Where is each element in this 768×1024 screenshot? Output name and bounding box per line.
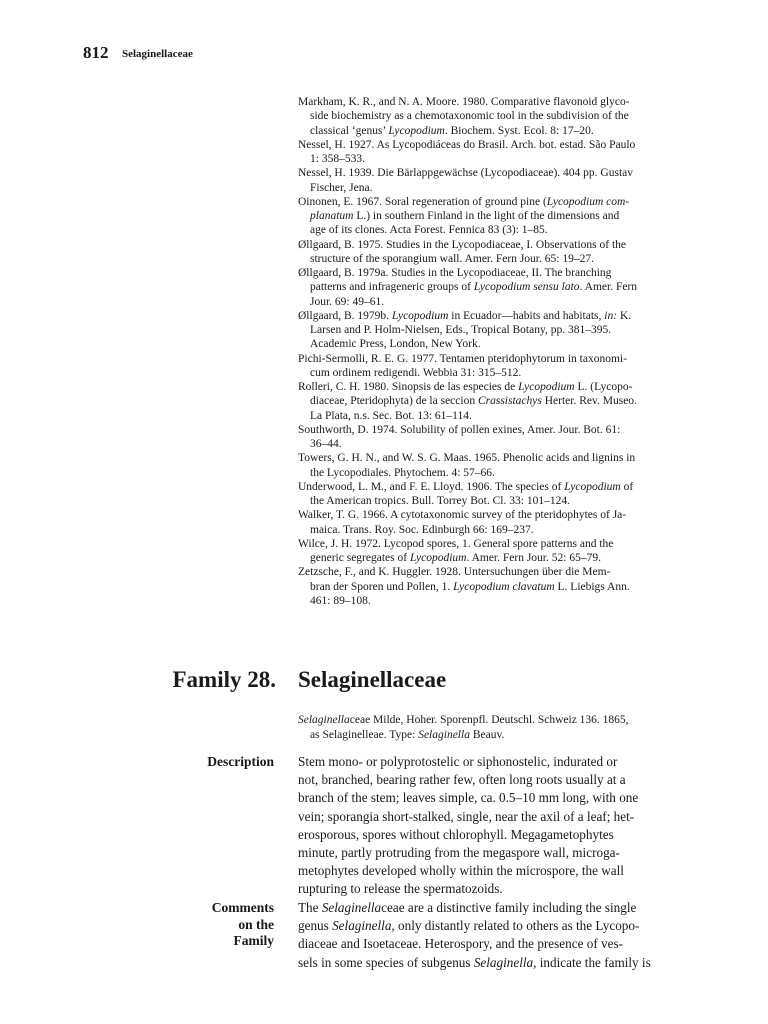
reference-line: Walker, T. G. 1966. A cytotaxonomic survey of the pteridophytes of Ja- [298,509,627,522]
reference-line: Zetzsche, F., and K. Huggler. 1928. Untersuchungen über die Mem- [298,566,611,579]
type-citation-line: as Selaginelleae. Type: Selaginella Beauv. [310,728,505,741]
reference-entry [298,508,674,537]
description-line: vein; sporangia short-stalked, single, near the axil of a leaf; het- [298,808,635,824]
reference-line: Øllgaard, B. 1979b. Lycopodium in Ecuador—habits and habitats, in: K. [298,309,632,322]
reference-line: Southworth, D. 1974. Solubility of pollen exines, Amer. Jour. Bot. 61: [298,423,621,436]
reference-entry [298,537,674,566]
reference-line: the American tropics. Bull. Torrey Bot. Cl. 33: 101–124. [310,495,570,507]
comments-label [150,900,274,950]
reference-line: Fischer, Jena. [310,181,373,194]
description-line: metophytes developed wholly within the microspore, the wall [298,863,624,879]
reference-entry [298,451,674,480]
description-line: rupturing to release the spermatozoids. [298,881,503,897]
reference-line: maica. Trans. Roy. Soc. Edinburgh 66: 169–237. [310,523,534,536]
description-line: Stem mono- or polyprotostelic or siphonostelic, indurated or [298,754,618,769]
description-line: erosporous, spores without chlorophyll. Megagametophytes [298,826,614,842]
reference-line: Rolleri, C. H. 1980. Sinopsis de las especies de Lycopodium L. (Lycopo- [298,381,633,393]
reference-line: Øllgaard, B. 1979a. Studies in the Lycopodiaceae, II. The branching [298,267,612,279]
comments-line: sels in some species of subgenus Selaginella, indicate the family is [298,954,651,970]
reference-line: cum ordinem redigendi. Webbia 31: 315–512. [310,366,522,379]
reference-line: planatum L.) in southern Finland in the light of the dimensions and [310,210,620,222]
reference-line: age of its clones. Acta Forest. Fennica 83 (3): 1–85. [310,224,548,237]
reference-entry [298,95,674,138]
reference-line: 36–44. [310,438,342,450]
reference-entry [298,266,674,309]
comments-label-line: Family [233,933,274,948]
reference-entry [298,423,674,452]
reference-line: Pichi-Sermolli, R. E. G. 1977. Tentamen pteridophytorum in taxonomi- [298,352,627,365]
reference-line: La Plata, n.s. Sec. Bot. 13: 61–114. [310,409,472,422]
reference-line: Jour. 69: 49–61. [310,295,385,308]
reference-line: 461: 89–108. [310,594,371,607]
reference-line: diaceae, Pteridophyta) de la seccion Crassistachys Herter. Rev. Museo. [310,395,637,408]
comments-label-line: Comments [211,900,274,915]
reference-entry [298,380,674,423]
comments-line: genus Selaginella, only distantly related to others as the Lycopo- [298,918,640,934]
comments-line: diaceae and Isoetaceae. Heterospory, and the presence of ves- [298,936,623,952]
running-head: Selaginellaceae [122,48,193,60]
reference-list [298,95,674,608]
reference-line: 1: 358–533. [310,153,365,165]
reference-line: Øllgaard, B. 1975. Studies in the Lycopodiaceae, I. Observations of the [298,238,626,251]
page-number: 812 [83,43,109,62]
description-line: branch of the stem; leaves simple, ca. 0.5–10 mm long, with one [298,790,639,806]
reference-line: Towers, G. H. N., and W. S. G. Maas. 1965. Phenolic acids and lignins in [298,452,636,465]
reference-line: classical ‘genus’ Lycopodium. Biochem. Syst. Ecol. 8: 17–20. [310,124,594,137]
reference-line: Wilce, J. H. 1972. Lycopod spores, 1. General spore patterns and the [298,537,614,550]
reference-line: generic segregates of Lycopodium. Amer. Fern Jour. 52: 65–79. [310,552,601,564]
reference-line: Nessel, H. 1939. Die Bärlappgewächse (Lycopodiaceae). 404 pp. Gustav [298,167,633,180]
reference-entry [298,195,674,238]
reference-entry [298,565,674,608]
reference-line: the Lycopodiales. Phytochem. 4: 57–66. [310,466,495,479]
reference-line: Markham, K. R., and N. A. Moore. 1980. Comparative flavonoid glyco- [298,96,630,108]
reference-entry [298,138,674,167]
reference-line: structure of the sporangium wall. Amer. Fern Jour. 65: 19–27. [310,252,594,265]
family-number-heading: Family 28. [172,667,276,692]
reference-entry [298,352,674,381]
reference-entry [298,166,674,195]
description-text [298,753,674,899]
reference-line: Oinonen, E. 1967. Soral regeneration of ground pine (Lycopodium com- [298,195,630,208]
comments-text [298,899,674,972]
reference-line: side biochemistry as a chemotaxonomic tool in the subdivision of the [310,110,629,123]
reference-line: Academic Press, London, New York. [310,338,481,351]
type-citation [298,713,674,742]
reference-line: bran der Sporen und Pollen, 1. Lycopodium clavatum L. Liebigs Ann. [310,580,630,593]
description-label: Description [207,754,274,769]
reference-entry [298,238,674,267]
description-line: not, branched, bearing rather few, often long roots usually at a [298,772,626,788]
reference-line: Nessel, H. 1927. As Lycopodiáceas do Brasil. Arch. bot. estad. São Paulo [298,138,636,151]
reference-line: Underwood, L. M., and F. E. Lloyd. 1906. The species of Lycopodium of [298,480,634,493]
type-citation-line: Selaginellaceae Milde, Hoher. Sporenpfl. Deutschl. Schweiz 136. 1865, [298,714,629,726]
comments-line: The Selaginellaceae are a distinctive family including the single [298,900,637,915]
reference-entry [298,480,674,509]
reference-line: Larsen and P. Holm-Nielsen, Eds., Tropical Botany, pp. 381–395. [310,324,612,336]
family-name-heading: Selaginellaceae [298,667,447,692]
reference-entry [298,309,674,352]
reference-line: patterns and infrageneric groups of Lycopodium sensu lato. Amer. Fern [310,281,638,294]
description-line: minute, partly protruding from the megaspore wall, microga- [298,845,620,861]
comments-label-line: on the [238,916,274,932]
